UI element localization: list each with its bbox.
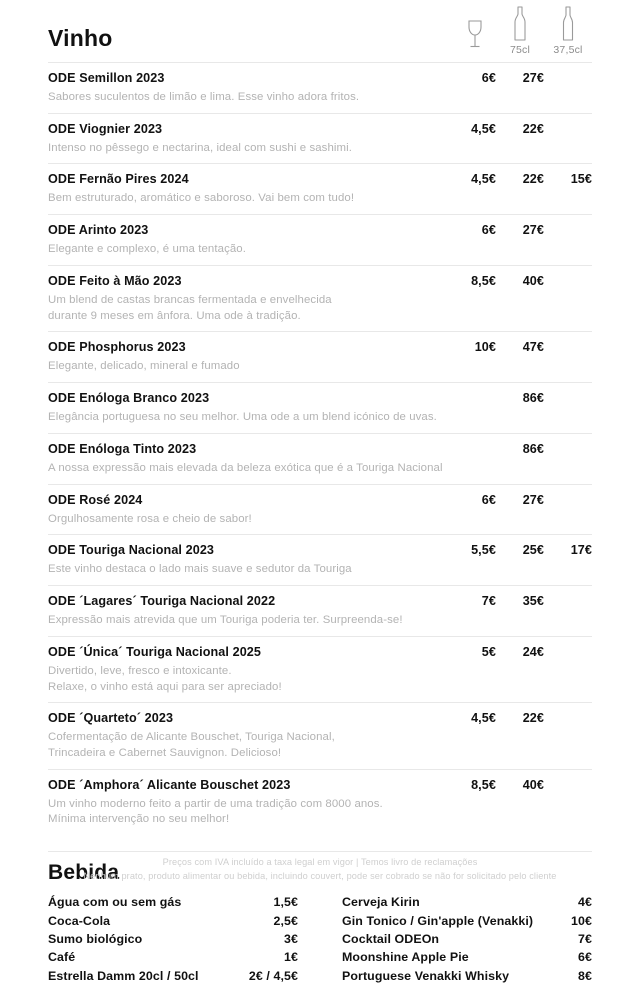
wine-name: ODE Touriga Nacional 2023 bbox=[48, 543, 215, 558]
bebida-name: Sumo biológico bbox=[48, 931, 143, 946]
column-header-375cl bbox=[544, 6, 592, 56]
footer-line-1: Preços com IVA incluído a taxa legal em vigor | Temos livro de reclamações bbox=[162, 856, 478, 867]
bebida-price: 10€ bbox=[571, 913, 592, 928]
price-glass: 6€ bbox=[481, 492, 496, 507]
wine-list-item bbox=[48, 62, 592, 113]
bebida-item bbox=[342, 893, 592, 911]
wine-prices bbox=[454, 172, 592, 186]
price-glass: 8,5€ bbox=[471, 273, 496, 288]
wine-list-item bbox=[48, 484, 592, 535]
wine-list-item bbox=[48, 331, 592, 382]
wine-glass-icon bbox=[454, 18, 496, 54]
price-glass: 5,5€ bbox=[471, 543, 496, 558]
wine-description: Elegante e complexo, é uma tentação. bbox=[48, 243, 246, 256]
bebida-price: 7€ bbox=[578, 931, 592, 946]
bebida-name: Cerveja Kirin bbox=[342, 895, 420, 910]
bebida-item bbox=[48, 967, 298, 985]
wine-description: Bem estruturado, aromático e saboroso. Vai bem com tudo! bbox=[48, 192, 355, 205]
wine-name: ODE Feito à Mão 2023 bbox=[48, 273, 182, 288]
bebida-name: Café bbox=[48, 950, 76, 965]
wine-description: Divertido, leve, fresco e intoxicante. Relaxe, o vinho está aqui para ser apreciado! bbox=[48, 664, 282, 693]
wine-list-item bbox=[48, 433, 592, 484]
bebida-item bbox=[48, 893, 298, 911]
price-glass: 6€ bbox=[481, 71, 496, 85]
wine-name: ODE Enóloga Branco 2023 bbox=[48, 391, 210, 406]
bebida-item bbox=[48, 912, 298, 930]
wine-section-header bbox=[48, 0, 592, 60]
bebida-name: Coca-Cola bbox=[48, 913, 111, 928]
price-glass: 4,5€ bbox=[471, 711, 496, 726]
wine-description: Expressão mais atrevida que um Touriga poderia ter. Surpreenda-se! bbox=[48, 614, 403, 627]
price-glass: 5€ bbox=[481, 644, 496, 659]
column-header-375cl-label: 37,5cl bbox=[553, 44, 583, 56]
price-glass: 4,5€ bbox=[471, 121, 496, 136]
bebida-item bbox=[342, 948, 592, 966]
price-column-headers bbox=[454, 6, 592, 56]
wine-list-item bbox=[48, 702, 592, 768]
price-75cl: 22€ bbox=[522, 121, 544, 136]
wine-name: ODE Phosphorus 2023 bbox=[48, 340, 186, 355]
price-75cl: 27€ bbox=[522, 492, 544, 507]
price-75cl: 47€ bbox=[522, 340, 544, 355]
wine-name: ODE Semillon 2023 bbox=[48, 71, 165, 85]
price-375cl: 15€ bbox=[570, 172, 592, 187]
bebida-name: Gin Tonico / Gin'apple (Venakki) bbox=[342, 913, 534, 928]
price-75cl: 22€ bbox=[522, 711, 544, 726]
bebida-right-column bbox=[342, 893, 592, 985]
price-75cl: 24€ bbox=[522, 644, 544, 659]
wine-list-item bbox=[48, 636, 592, 702]
wine-prices bbox=[454, 778, 592, 792]
price-75cl: 40€ bbox=[522, 777, 544, 792]
price-glass: 7€ bbox=[481, 594, 496, 609]
price-75cl: 40€ bbox=[522, 273, 544, 288]
wine-prices bbox=[454, 645, 592, 659]
wine-prices bbox=[454, 442, 592, 456]
bebida-item bbox=[48, 930, 298, 948]
wine-description: Intenso no pêssego e nectarina, ideal com sushi e sashimi. bbox=[48, 141, 353, 154]
bebida-price: 4€ bbox=[578, 895, 592, 910]
wine-description: Este vinho destaca o lado mais suave e sedutor da Touriga bbox=[48, 563, 352, 576]
wine-prices bbox=[454, 711, 592, 725]
wine-name: ODE Rosé 2024 bbox=[48, 492, 143, 507]
legal-footer bbox=[48, 855, 592, 884]
wine-prices bbox=[454, 594, 592, 608]
wine-list-item bbox=[48, 585, 592, 636]
column-header-glass bbox=[454, 18, 496, 56]
wine-list-item bbox=[48, 163, 592, 214]
bebida-item bbox=[342, 912, 592, 930]
wine-name: ODE Arinto 2023 bbox=[48, 223, 149, 238]
wine-description: Elegância portuguesa no seu melhor. Uma ode a um blend icónico de uvas. bbox=[48, 411, 437, 424]
price-glass: 4,5€ bbox=[471, 172, 496, 187]
wine-description: Orgulhosamente rosa e cheio de sabor! bbox=[48, 512, 252, 525]
bebida-price: 6€ bbox=[578, 950, 592, 965]
wine-name: ODE ´Quarteto´ 2023 bbox=[48, 711, 174, 726]
price-375cl: 17€ bbox=[570, 543, 592, 558]
wine-list-item bbox=[48, 382, 592, 433]
bebida-list bbox=[48, 893, 592, 985]
bottle-75cl-icon bbox=[496, 6, 544, 42]
wine-prices bbox=[454, 122, 592, 136]
price-75cl: 35€ bbox=[522, 594, 544, 609]
bebida-item bbox=[48, 948, 298, 966]
price-75cl: 86€ bbox=[522, 441, 544, 456]
column-header-75cl bbox=[496, 6, 544, 56]
price-75cl: 27€ bbox=[522, 223, 544, 238]
wine-prices bbox=[454, 274, 592, 288]
bebida-name: Estrella Damm 20cl / 50cl bbox=[48, 968, 199, 983]
page-title: Vinho bbox=[48, 25, 113, 51]
wine-list bbox=[48, 62, 592, 835]
bottle-375cl-icon bbox=[544, 6, 592, 42]
wine-prices bbox=[454, 223, 592, 237]
price-75cl: 86€ bbox=[522, 391, 544, 406]
wine-description: A nossa expressão mais elevada da beleza exótica que é a Touriga Nacional bbox=[48, 461, 443, 474]
bebida-name: Água com ou sem gás bbox=[48, 895, 182, 910]
wine-description: Elegante, delicado, mineral e fumado bbox=[48, 360, 240, 373]
wine-list-item bbox=[48, 214, 592, 265]
wine-list-item bbox=[48, 265, 592, 331]
wine-prices bbox=[454, 71, 592, 85]
wine-prices bbox=[454, 391, 592, 405]
wine-list-item bbox=[48, 113, 592, 164]
price-75cl: 22€ bbox=[522, 172, 544, 187]
price-75cl: 27€ bbox=[522, 71, 544, 85]
bebida-price: 1,5€ bbox=[273, 895, 298, 910]
wine-name: ODE ´Lagares´ Touriga Nacional 2022 bbox=[48, 594, 276, 609]
price-75cl: 25€ bbox=[522, 543, 544, 558]
bebida-price: 1€ bbox=[284, 950, 298, 965]
bebida-price: 2€ / 4,5€ bbox=[248, 968, 298, 983]
price-glass: 6€ bbox=[481, 223, 496, 238]
bebida-item bbox=[342, 930, 592, 948]
footer-line-2: Nenhum prato, produto alimentar ou bebida, incluindo couvert, pode ser cobrado se não for solicitado pelo cliente bbox=[83, 870, 557, 881]
wine-description: Cofermentação de Alicante Bouschet, Touriga Nacional, Trincadeira e Cabernet Sauvignon. Delicioso! bbox=[48, 731, 335, 760]
wine-description: Um blend de castas brancas fermentada e envelhecida durante 9 meses em ânfora. Uma ode à tradição. bbox=[48, 293, 332, 322]
wine-name: ODE ´Única´ Touriga Nacional 2025 bbox=[48, 644, 262, 659]
price-glass: 8,5€ bbox=[471, 777, 496, 792]
wine-prices bbox=[454, 543, 592, 557]
bebida-left-column bbox=[48, 893, 298, 985]
wine-list-item bbox=[48, 534, 592, 585]
wine-prices bbox=[454, 340, 592, 354]
wine-description: Sabores suculentos de limão e lima. Esse vinho adora fritos. bbox=[48, 91, 360, 103]
bebida-name: Cocktail ODEOn bbox=[342, 931, 440, 946]
column-header-75cl-label: 75cl bbox=[509, 44, 531, 56]
bebida-name: Portuguese Venakki Whisky bbox=[342, 968, 510, 983]
bebida-item bbox=[342, 967, 592, 985]
wine-name: ODE Enóloga Tinto 2023 bbox=[48, 441, 197, 456]
wine-name: ODE Viognier 2023 bbox=[48, 121, 163, 136]
wine-description: Um vinho moderno feito a partir de uma tradição com 8000 anos. Mínima intervenção no seu melhor! bbox=[48, 797, 383, 826]
bebida-price: 3€ bbox=[284, 931, 298, 946]
bebida-price: 2,5€ bbox=[273, 913, 298, 928]
bebida-name: Moonshine Apple Pie bbox=[342, 950, 469, 965]
wine-list-item bbox=[48, 769, 592, 835]
price-glass: 10€ bbox=[474, 340, 496, 355]
wine-name: ODE ´Amphora´ Alicante Bouschet 2023 bbox=[48, 777, 291, 792]
bebida-price: 8€ bbox=[578, 968, 592, 983]
bebida-title: Bebida bbox=[48, 861, 120, 885]
wine-name: ODE Fernão Pires 2024 bbox=[48, 172, 189, 187]
wine-prices bbox=[454, 493, 592, 507]
